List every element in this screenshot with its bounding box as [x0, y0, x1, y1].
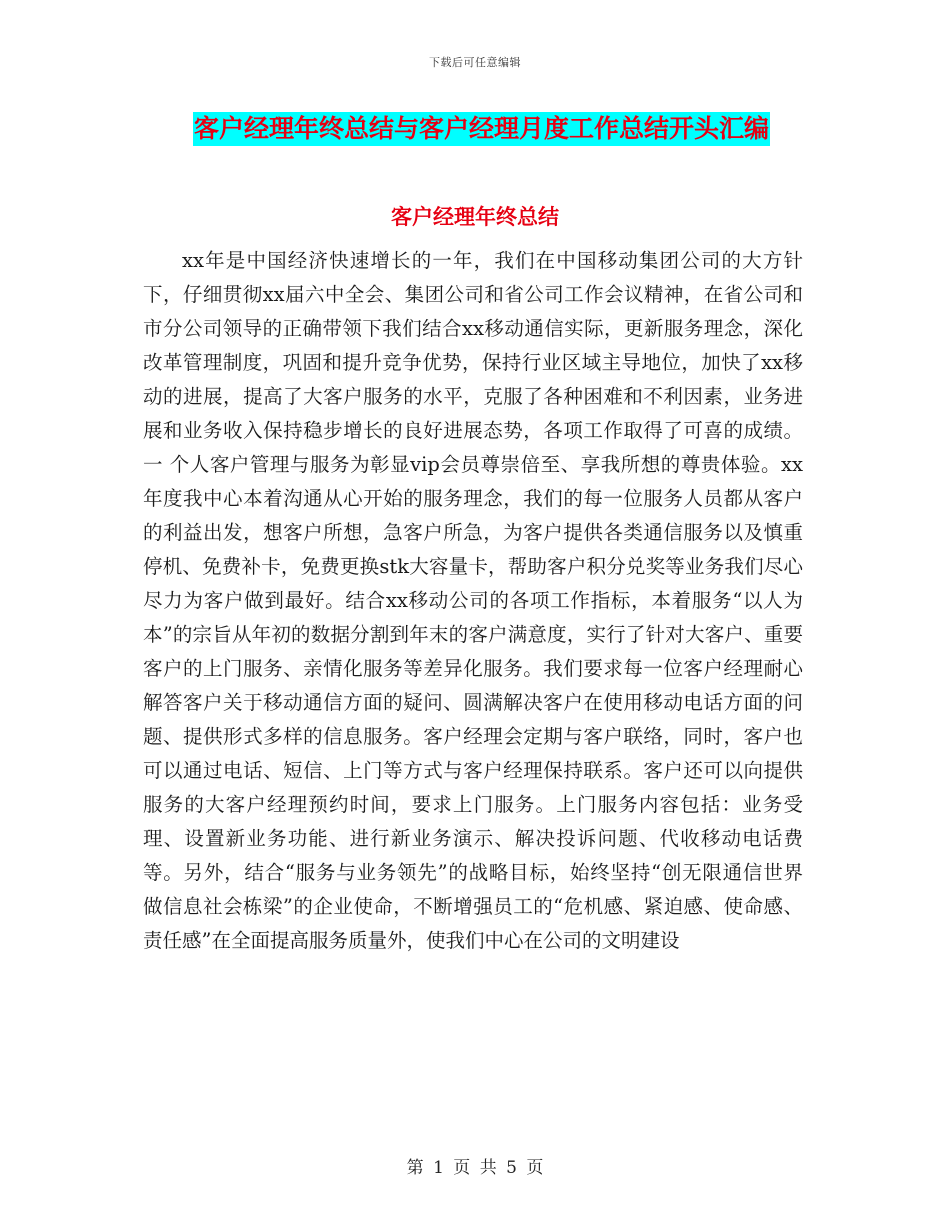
page-number: 第 1 页 共 5 页 — [406, 1158, 544, 1178]
body-paragraph: xx年是中国经济快速增长的一年，我们在中国移动集团公司的大方针下，仔细贯彻xx届六中全会、集团公司和省公司工作会议精神，在省公司和市分公司领导的正确带领下我们结合xx移动通信实际，更新服务理念，深化改革管理制度，巩固和提升竞争优势，保持行业区域主导地位，加快了xx移动的进展，提高了大客户服务的水平，克服了各种困难和不利因素，业务进展和业务收入保持稳步增长的良好进展态势，各项工作取得了可喜的成绩。一 个人客户管理与服务为彰显vip会员尊崇倍至、享我所想的尊贵体验。xx年度我中心本着沟通从心开始的服务理念，我们的每一位服务人员都从客户的利益出发，想客户所想，急客户所急，为客户提供各类通信服务以及慎重停机、免费补卡，免费更换stk大容量卡，帮助客户积分兑奖等业务我们尽心尽力为客户做到最好。结合xx移动公司的各项工作指标，本着服务“以人为本”的宗旨从年初的数据分割到年末的客户满意度，实行了针对大客户、重要客户的上门服务、亲情化服务等差异化服务。我们要求每一位客户经理耐心解答客户关于移动通信方面的疑问、圆满解决客户在使用移动电话方面的问题、提供形式多样的信息服务。客户经理会定期与客户联络，同时，客户也可以通过电话、短信、上门等方式与客户经理保持联系。客户还可以向提供服务的大客户经理预约时间，要求上门服务。上门服务内容包括：业务受理、设置新业务功能、进行新业务演示、解决投诉问题、代收移动电话费等。另外，结合“服务与业务领先”的战略目标，始终坚持“创无限通信世界 做信息社会栋梁”的企业使命，不断增强员工的“危机感、紧迫感、使命感、责任感”在全面提高服务质量外，使我们中心在公司的文明建设 — [143, 249, 803, 952]
main-title-container — [193, 112, 803, 146]
header-note: 下载后可任意编辑 — [429, 56, 521, 69]
main-title: 客户经理年终总结与客户经理月度工作总结开头汇编 — [193, 112, 770, 146]
section-title: 客户经理年终总结 — [391, 204, 559, 229]
